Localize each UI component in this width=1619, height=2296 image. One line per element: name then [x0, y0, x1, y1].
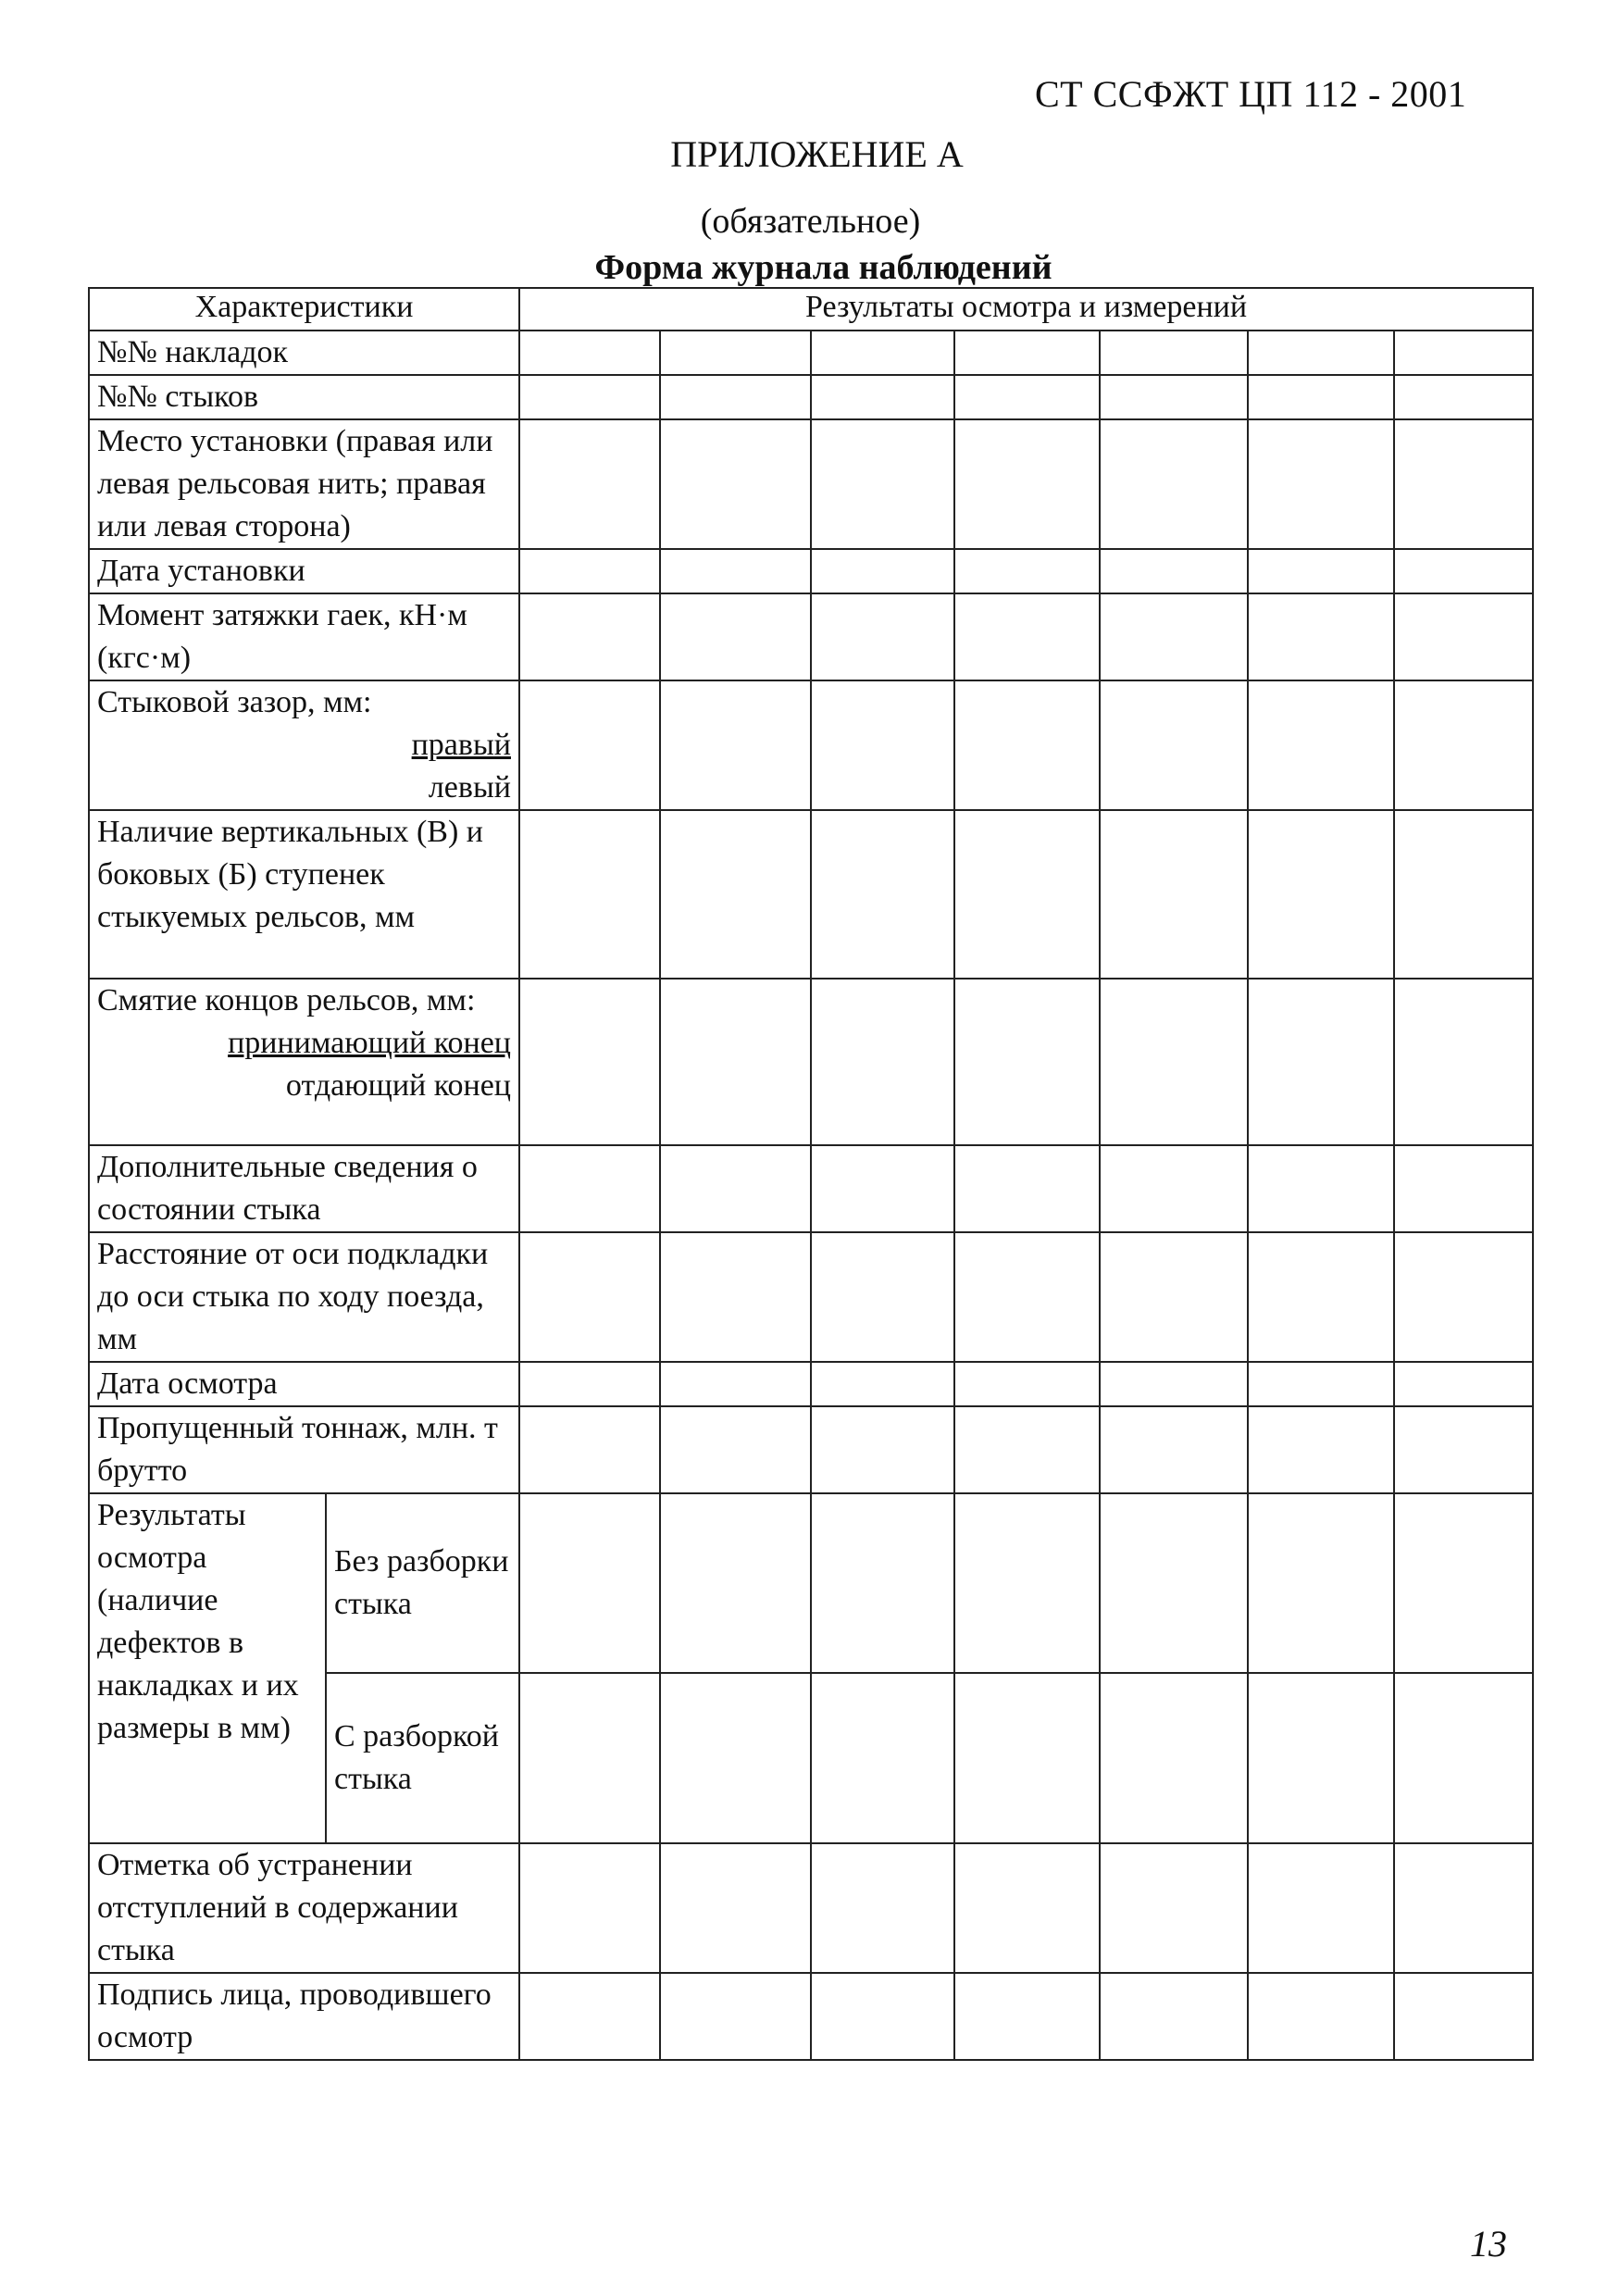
result-cell[interactable] — [519, 593, 660, 680]
form-title: Форма журнала наблюдений — [594, 248, 1052, 287]
gap-label: Стыковой зазор, мм: — [97, 685, 372, 719]
result-cell[interactable] — [954, 1493, 1100, 1673]
table-row — [89, 419, 1533, 549]
result-cell[interactable] — [1100, 331, 1248, 375]
result-cell[interactable] — [1248, 419, 1394, 549]
result-cell[interactable] — [811, 1145, 954, 1232]
result-cell[interactable] — [954, 549, 1100, 593]
result-cell[interactable] — [1100, 1973, 1248, 2060]
result-cell[interactable] — [1248, 549, 1394, 593]
result-cell[interactable] — [954, 593, 1100, 680]
result-cell[interactable] — [954, 1362, 1100, 1406]
result-cell[interactable] — [1394, 979, 1533, 1145]
table-row — [89, 1973, 1533, 2060]
result-cell[interactable] — [954, 1232, 1100, 1362]
result-cell[interactable] — [1100, 1493, 1248, 1673]
result-cell[interactable] — [519, 1673, 660, 1843]
result-cell[interactable] — [1100, 1843, 1248, 1973]
table-row — [89, 593, 1533, 680]
row-label-pads: №№ накладок — [89, 331, 519, 375]
table-row — [89, 375, 1533, 419]
result-cell[interactable] — [1248, 1145, 1394, 1232]
result-cell[interactable] — [1248, 1673, 1394, 1843]
result-cell[interactable] — [954, 331, 1100, 375]
result-cell[interactable] — [660, 680, 811, 810]
result-cell[interactable] — [1394, 375, 1533, 419]
result-cell[interactable] — [811, 1973, 954, 2060]
result-cell[interactable] — [1394, 419, 1533, 549]
table-row — [89, 979, 1533, 1145]
result-cell[interactable] — [811, 331, 954, 375]
result-cell[interactable] — [1100, 1145, 1248, 1232]
result-cell[interactable] — [519, 549, 660, 593]
result-cell[interactable] — [519, 1406, 660, 1493]
crush-giving-label: отдающий конец — [285, 1068, 511, 1103]
result-cell[interactable] — [811, 1493, 954, 1673]
result-cell[interactable] — [519, 1145, 660, 1232]
result-cell[interactable] — [1394, 1406, 1533, 1493]
header-characteristics: Характеристики — [89, 288, 519, 331]
result-cell[interactable] — [811, 1843, 954, 1973]
result-cell[interactable] — [1394, 1493, 1533, 1673]
result-cell[interactable] — [519, 419, 660, 549]
observation-journal-table — [88, 287, 1534, 2061]
result-cell[interactable] — [1394, 1973, 1533, 2060]
row-label-tonnage: Пропущенный тоннаж, млн. т брутто — [89, 1406, 519, 1493]
result-cell[interactable] — [1394, 1843, 1533, 1973]
row-label-remedy-mark: Отметка об устранении отступлений в содержании стыка — [89, 1843, 519, 1973]
result-cell[interactable] — [1394, 810, 1533, 979]
result-cell[interactable] — [1100, 810, 1248, 979]
result-cell[interactable] — [519, 1362, 660, 1406]
appendix-title: ПРИЛОЖЕНИЕ А — [670, 133, 964, 175]
table-row — [89, 810, 1533, 979]
result-cell[interactable] — [660, 593, 811, 680]
result-cell[interactable] — [1248, 593, 1394, 680]
result-cell[interactable] — [954, 810, 1100, 979]
result-cell[interactable] — [811, 1673, 954, 1843]
result-cell[interactable] — [1394, 1232, 1533, 1362]
row-label-inspection-results: Результаты осмотра (наличие дефектов в накладках и их размеры в мм) — [89, 1493, 326, 1843]
table-row — [89, 1406, 1533, 1493]
result-cell[interactable] — [954, 1673, 1100, 1843]
result-cell[interactable] — [954, 1843, 1100, 1973]
table-row — [89, 680, 1533, 810]
result-cell[interactable] — [954, 1145, 1100, 1232]
result-cell[interactable] — [954, 419, 1100, 549]
result-cell[interactable] — [1248, 331, 1394, 375]
result-cell[interactable] — [811, 1406, 954, 1493]
document-code: СТ ССФЖТ ЦП 112 - 2001 — [1035, 73, 1467, 115]
row-label-extra-info: Дополнительные сведения о состоянии стыка — [89, 1145, 519, 1232]
result-cell[interactable] — [1100, 593, 1248, 680]
result-cell[interactable] — [1100, 1362, 1248, 1406]
crush-receiving-label: принимающий конец — [228, 1026, 511, 1060]
result-cell[interactable] — [660, 1145, 811, 1232]
result-cell[interactable] — [811, 1362, 954, 1406]
result-cell[interactable] — [519, 680, 660, 810]
result-cell[interactable] — [519, 1843, 660, 1973]
row-label-joints: №№ стыков — [89, 375, 519, 419]
result-cell[interactable] — [1100, 680, 1248, 810]
row-label-signature: Подпись лица, проводившего осмотр — [89, 1973, 519, 2060]
row-label-install-date: Дата установки — [89, 549, 519, 593]
result-cell[interactable] — [660, 1232, 811, 1362]
result-cell[interactable] — [1100, 1673, 1248, 1843]
result-cell[interactable] — [1248, 680, 1394, 810]
row-label-distance: Расстояние от оси подкладки до оси стыка по ходу поезда, мм — [89, 1232, 519, 1362]
result-cell[interactable] — [519, 1973, 660, 2060]
crush-label: Смятие концов рельсов, мм: — [97, 983, 476, 1017]
result-cell[interactable] — [1248, 1362, 1394, 1406]
result-cell[interactable] — [811, 419, 954, 549]
result-cell[interactable] — [519, 331, 660, 375]
result-cell[interactable] — [1394, 593, 1533, 680]
row-label-crush — [89, 979, 519, 1145]
result-cell[interactable] — [1248, 1973, 1394, 2060]
result-cell[interactable] — [954, 1973, 1100, 2060]
result-cell[interactable] — [660, 419, 811, 549]
result-cell[interactable] — [811, 375, 954, 419]
result-cell[interactable] — [519, 375, 660, 419]
result-cell[interactable] — [954, 375, 1100, 419]
result-cell[interactable] — [1248, 1232, 1394, 1362]
result-cell[interactable] — [954, 680, 1100, 810]
row-label-inspection-date: Дата осмотра — [89, 1362, 519, 1406]
header-results: Результаты осмотра и измерений — [519, 288, 1533, 331]
result-cell[interactable] — [660, 810, 811, 979]
result-cell[interactable] — [660, 1843, 811, 1973]
result-cell[interactable] — [1100, 1232, 1248, 1362]
result-cell[interactable] — [1248, 375, 1394, 419]
result-cell[interactable] — [1100, 979, 1248, 1145]
row-label-gap — [89, 680, 519, 810]
row-label-without-disassembly: Без разборки стыка — [326, 1493, 519, 1673]
result-cell[interactable] — [811, 680, 954, 810]
result-cell[interactable] — [660, 331, 811, 375]
table-row — [89, 549, 1533, 593]
result-cell[interactable] — [660, 549, 811, 593]
result-cell[interactable] — [1248, 810, 1394, 979]
table-row — [89, 1145, 1533, 1232]
result-cell[interactable] — [1248, 1493, 1394, 1673]
result-cell[interactable] — [1100, 1406, 1248, 1493]
gap-right-label: правый — [411, 728, 511, 762]
result-cell[interactable] — [954, 979, 1100, 1145]
result-cell[interactable] — [660, 1493, 811, 1673]
result-cell[interactable] — [1394, 331, 1533, 375]
result-cell[interactable] — [1394, 1362, 1533, 1406]
table-row — [89, 1843, 1533, 1973]
table-row — [89, 1362, 1533, 1406]
result-cell[interactable] — [811, 810, 954, 979]
result-cell[interactable] — [1100, 419, 1248, 549]
result-cell[interactable] — [811, 979, 954, 1145]
result-cell[interactable] — [954, 1406, 1100, 1493]
result-cell[interactable] — [1100, 549, 1248, 593]
gap-left-label: левый — [428, 770, 511, 805]
result-cell[interactable] — [811, 1232, 954, 1362]
row-label-torque: Момент затяжки гаек, кН·м (кгс·м) — [89, 593, 519, 680]
result-cell[interactable] — [1100, 375, 1248, 419]
result-cell[interactable] — [519, 1232, 660, 1362]
result-cell[interactable] — [1248, 1406, 1394, 1493]
result-cell[interactable] — [519, 1493, 660, 1673]
row-label-steps: Наличие вертикальных (В) и боковых (Б) ступенек стыкуемых рельсов, мм — [89, 810, 519, 979]
result-cell[interactable] — [660, 1673, 811, 1843]
result-cell[interactable] — [1248, 979, 1394, 1145]
result-cell[interactable] — [1394, 680, 1533, 810]
result-cell[interactable] — [1394, 549, 1533, 593]
result-cell[interactable] — [811, 593, 954, 680]
row-label-with-disassembly: С разборкой стыка — [326, 1673, 519, 1843]
result-cell[interactable] — [519, 979, 660, 1145]
result-cell[interactable] — [1248, 1843, 1394, 1973]
result-cell[interactable] — [660, 375, 811, 419]
appendix-status: (обязательное) — [700, 202, 921, 241]
result-cell[interactable] — [660, 1973, 811, 2060]
result-cell[interactable] — [660, 979, 811, 1145]
page-number: 13 — [1470, 2223, 1507, 2265]
table-row — [89, 1232, 1533, 1362]
result-cell[interactable] — [1394, 1673, 1533, 1843]
result-cell[interactable] — [811, 549, 954, 593]
row-label-location: Место установки (правая или левая рельсовая нить; правая или левая сторона) — [89, 419, 519, 549]
result-cell[interactable] — [660, 1406, 811, 1493]
header-row — [89, 288, 1533, 331]
result-cell[interactable] — [1394, 1145, 1533, 1232]
result-cell[interactable] — [519, 810, 660, 979]
table-row — [89, 331, 1533, 375]
result-cell[interactable] — [660, 1362, 811, 1406]
table-row — [89, 1493, 1533, 1673]
